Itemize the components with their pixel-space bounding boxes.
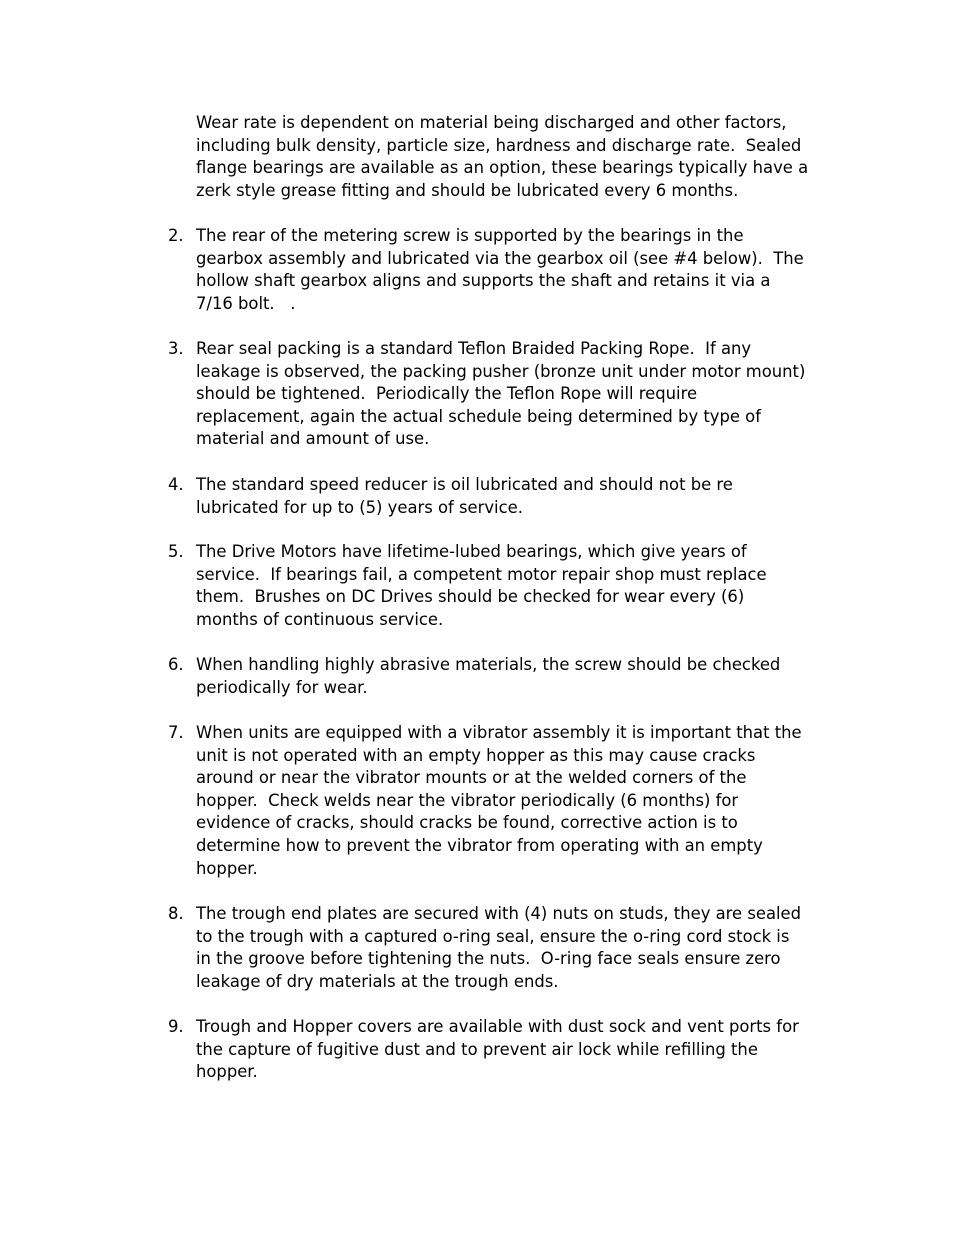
list-item-line: lubricated for up to (5) years of service. xyxy=(196,497,523,517)
list-item-line: hopper. xyxy=(196,858,258,878)
list-item-line: material and amount of use. xyxy=(196,429,430,449)
list-item-line: Rear seal packing is a standard Teflon Braided Packing Rope. If any xyxy=(196,339,752,358)
list-item-line: evidence of cracks, should cracks be found, corrective action is to xyxy=(196,813,738,833)
list-item-line: months of continuous service. xyxy=(196,609,444,629)
list-item-line: 7/16 bolt. . xyxy=(196,293,296,313)
list-item-line: replacement, again the actual schedule being determined by type of xyxy=(196,406,761,426)
list-item-line: leakage of dry materials at the trough ends. xyxy=(196,971,559,991)
list-item-line: periodically for wear. xyxy=(196,677,368,697)
paragraph-line: Wear rate is dependent on material being discharged and other factors, xyxy=(196,113,787,132)
list-item-line: The standard speed reducer is oil lubricated and should not be re xyxy=(196,475,733,494)
list-item-line: hollow shaft gearbox aligns and supports the shaft and retains it via a xyxy=(196,271,771,291)
list-item-number: 5. xyxy=(168,542,184,561)
list-item-line: unit is not operated with an empty hopper as this may cause cracks xyxy=(196,745,756,765)
list-item-line: determine how to prevent the vibrator from operating with an empty xyxy=(196,836,763,855)
list-item-line: gearbox assembly and lubricated via the gearbox oil (see #4 below). The xyxy=(196,248,804,268)
paragraph-line: flange bearings are available as an option, these bearings typically have a xyxy=(196,158,809,178)
list-item-line: them. Brushes on DC Drives should be checked for wear every (6) xyxy=(196,587,745,607)
list-item-number: 3. xyxy=(168,339,184,358)
list-item-line: around or near the vibrator mounts or at the welded corners of the xyxy=(196,768,747,788)
list-item-line: to the trough with a captured o-ring seal, ensure the o-ring cord stock is xyxy=(196,926,790,946)
list-item-number: 9. xyxy=(168,1017,184,1036)
list-item-line: leakage is observed, the packing pusher (bronze unit under motor mount) xyxy=(196,361,806,381)
list-item-line: When units are equipped with a vibrator assembly it is important that the xyxy=(196,723,802,742)
paragraph-line: including bulk density, particle size, hardness and discharge rate. Sealed xyxy=(196,135,802,155)
list-item-number: 2. xyxy=(168,226,184,245)
paragraph-line: zerk style grease fitting and should be lubricated every 6 months. xyxy=(196,180,739,200)
list-item-number: 7. xyxy=(168,723,184,742)
list-item-line: service. If bearings fail, a competent motor repair shop must replace xyxy=(196,564,767,584)
list-item-line: The Drive Motors have lifetime-lubed bearings, which give years of xyxy=(196,542,747,561)
list-item-line: The trough end plates are secured with (4) nuts on studs, they are sealed xyxy=(196,904,802,923)
list-item-line: When handling highly abrasive materials, the screw should be checked xyxy=(196,655,781,674)
list-item-number: 6. xyxy=(168,655,184,674)
list-item-line: the capture of fugitive dust and to prevent air lock while refilling the xyxy=(196,1039,758,1059)
list-item-line: The rear of the metering screw is supported by the bearings in the xyxy=(196,226,744,245)
list-item-line: hopper. Check welds near the vibrator periodically (6 months) for xyxy=(196,790,739,810)
list-item-line: in the groove before tightening the nuts. O-ring face seals ensure zero xyxy=(196,949,781,969)
list-item-line: Trough and Hopper covers are available with dust sock and vent ports for xyxy=(196,1017,799,1036)
list-item-number: 4. xyxy=(168,475,184,494)
list-item-line: should be tightened. Periodically the Teflon Rope will require xyxy=(196,384,698,404)
list-item-number: 8. xyxy=(168,904,184,923)
list-item-line: hopper. xyxy=(196,1062,258,1082)
